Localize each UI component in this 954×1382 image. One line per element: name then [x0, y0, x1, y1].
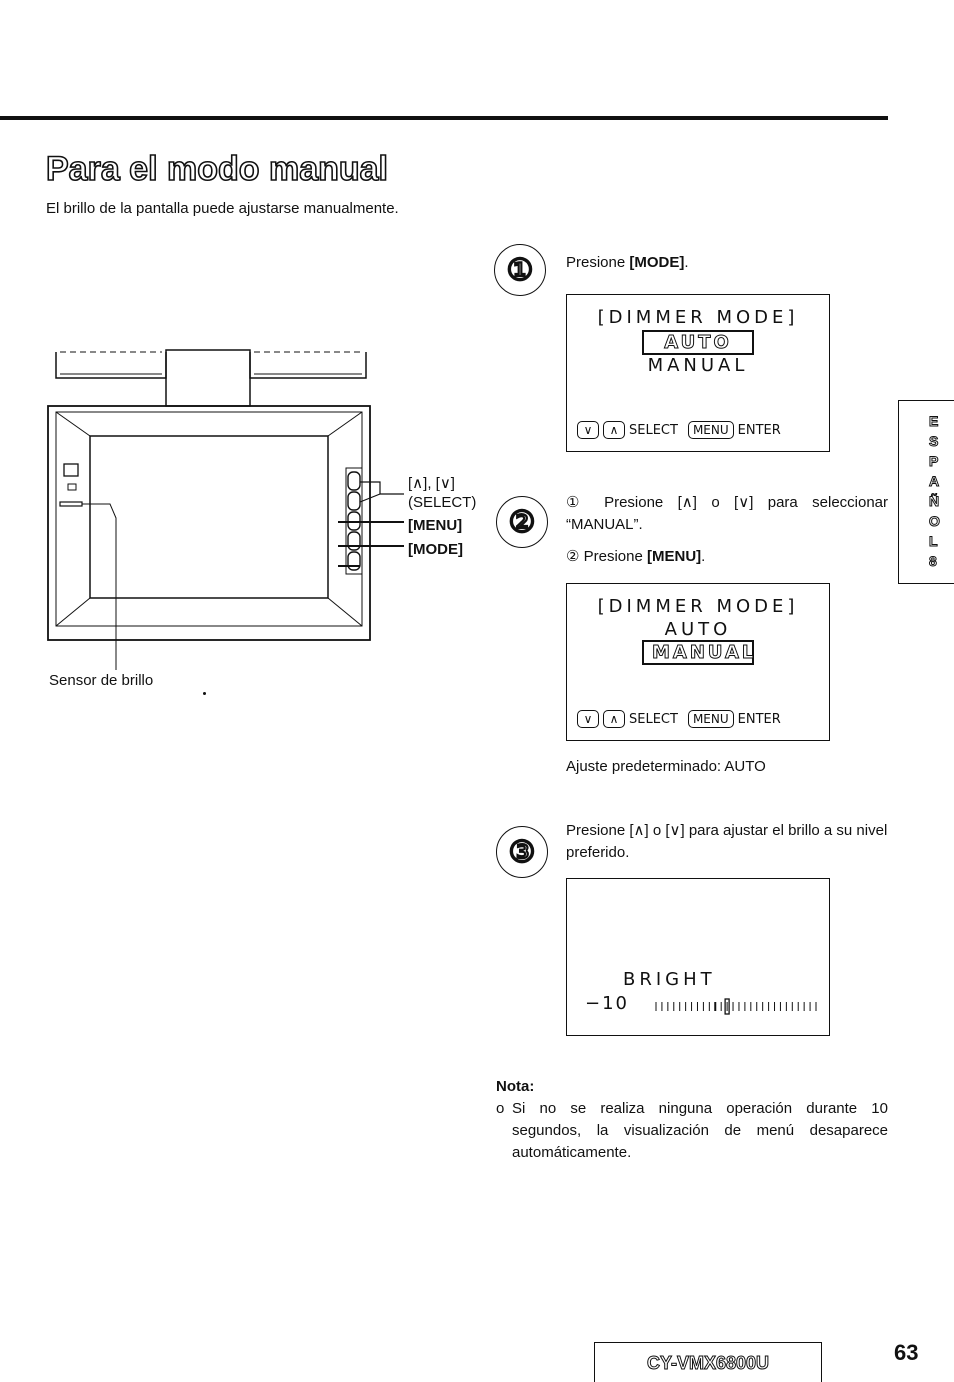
side-tab-letter: O — [929, 513, 940, 529]
osd-heading: [DIMMER MODE] — [597, 596, 799, 617]
stray-dot — [203, 692, 206, 695]
osd-screen-3 — [566, 878, 830, 1036]
osd-option-auto-highlighted: AUTO — [642, 330, 754, 355]
mode-button-label: [MODE] — [408, 541, 463, 558]
side-tab-letter: 8 — [929, 553, 937, 569]
menu-key-ref: [MENU] — [647, 548, 702, 565]
up-key-icon: ∧ — [603, 421, 625, 439]
side-tab-letter: L — [929, 533, 938, 549]
language-side-tab — [898, 400, 954, 584]
step-1-text: Presione [MODE]. — [566, 254, 689, 271]
default-setting-note: Ajuste predeterminado: AUTO — [566, 758, 766, 775]
step-2-sub2: ② Presione [MENU]. — [566, 548, 706, 565]
model-number: CY-VMX6800U — [594, 1342, 822, 1382]
page-number: 63 — [894, 1340, 919, 1365]
step-1-number: ① — [494, 244, 546, 296]
side-tab-letter: Ñ — [929, 493, 940, 509]
bright-label: BRIGHT — [623, 969, 716, 990]
menu-key-icon: MENU — [688, 421, 734, 439]
osd-heading: [DIMMER MODE] — [597, 307, 799, 328]
select-label: (SELECT) — [408, 494, 477, 511]
osd-screen-1 — [566, 294, 830, 452]
note-text: Si no se realiza ninguna operación durante 10 segundos, la visualización de menú desaparece automáticamente. — [512, 1100, 888, 1161]
updown-buttons-label: [∧], [∨] — [408, 475, 455, 492]
side-tab-letter: E — [929, 413, 939, 429]
osd-keybar — [577, 710, 781, 728]
note-title: Nota: — [496, 1078, 535, 1095]
mode-key-ref: [MODE] — [629, 254, 685, 271]
step-3-text: Presione [∧] o [∨] para ajustar el brillo a su nivel preferido. — [566, 822, 888, 861]
osd-option-manual-highlighted: MANUAL — [642, 640, 754, 665]
down-key-icon: ∨ — [577, 710, 599, 728]
brightness-sensor-label: Sensor de brillo — [49, 672, 154, 689]
osd-keybar — [577, 421, 781, 439]
menu-key-icon: MENU — [688, 710, 734, 728]
step-2-number: ② — [496, 496, 548, 548]
top-rule — [0, 116, 888, 120]
step-3-number: ③ — [496, 826, 548, 878]
menu-button-label: [MENU] — [408, 517, 463, 534]
enter-text: ENTER — [737, 422, 781, 438]
up-key-icon: ∧ — [603, 710, 625, 728]
osd-screen-2 — [566, 583, 830, 741]
osd-option-auto: AUTO — [664, 619, 732, 640]
side-tab-letter: A — [929, 473, 940, 489]
page-title: Para el modo manual — [46, 150, 388, 188]
select-text: SELECT — [629, 422, 678, 438]
brightness-level-bar — [653, 997, 819, 1015]
note-bullet: o — [496, 1100, 505, 1117]
side-tab-letter: S — [929, 433, 939, 449]
bright-value: −10 — [585, 993, 629, 1014]
down-key-icon: ∨ — [577, 421, 599, 439]
osd-option-manual: MANUAL — [647, 355, 749, 376]
enter-text: ENTER — [737, 711, 781, 727]
intro-text: El brillo de la pantalla puede ajustarse manualmente. — [46, 200, 399, 217]
step-2-sub1: ① Presione [∧] o [∨] para seleccionar “MANUAL”. — [566, 494, 889, 533]
side-tab-letter: P — [929, 453, 939, 469]
select-text: SELECT — [629, 711, 678, 727]
